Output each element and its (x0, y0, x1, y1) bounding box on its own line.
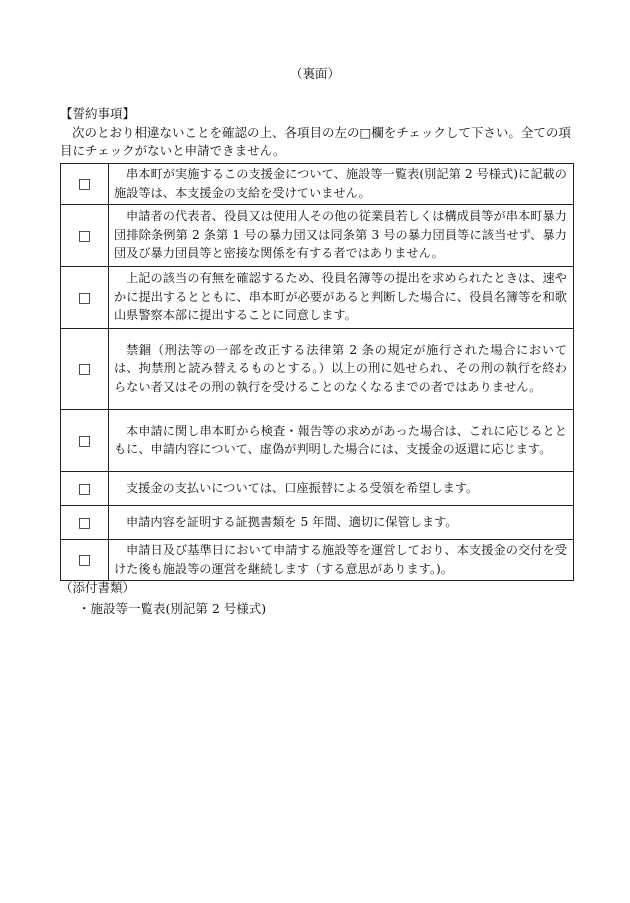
pledge-checkbox[interactable]: □ (61, 506, 109, 540)
section-heading: 【誓約事項】 (60, 106, 136, 121)
page-side-label: （裏面） (289, 66, 340, 81)
pledge-text: 本申請に関し串本町から検査・報告等の求めがあった場合は、これに応じるとともに、申請内容について、虚偽が判明した場合には、支援金の返還に応じます。 (109, 410, 574, 472)
pledge-text: 禁錮（刑法等の一部を改正する法律第 2 条の規定が施行された場合においては、拘禁刑と読み替えるものとする。）以上の刑に処せられ、その刑の執行を終わらない者又はその刑の執行を受けることのなくなるまでの者ではありません。 (109, 329, 574, 410)
pledge-row (61, 205, 574, 267)
pledge-text: 申請者の代表者、役員又は使用人その他の従業員若しくは構成員等が串本町暴力団排除条例第 2 条第 1 号の暴力団又は同条第 3 号の暴力団員等に該当せず、暴力団及び暴力団員等と密接な関係を有する者ではありません。 (109, 205, 574, 267)
pledge-checkbox[interactable]: □ (61, 410, 109, 472)
pledge-row (61, 329, 574, 410)
pledge-checkbox[interactable]: □ (61, 267, 109, 329)
pledge-row (61, 472, 574, 506)
pledge-text: 申請日及び基準日において申請する施設等を運営しており、本支援金の交付を受けた後も施設等の運営を継続します（する意思があります。)。 (109, 540, 574, 581)
intro-paragraph: 次のとおり相違ないことを確認の上、各項目の左の□欄をチェックして下さい。全ての項目にチェックがないと申請できません。 (60, 125, 571, 158)
pledge-checkbox[interactable]: □ (61, 329, 109, 410)
pledge-checkbox[interactable]: □ (61, 540, 109, 581)
pledge-text: 申請内容を証明する証拠書類を 5 年間、適切に保管します。 (109, 506, 574, 540)
pledge-row (61, 267, 574, 329)
pledge-text: 支援金の支払いについては、口座振替による受領を希望します。 (109, 472, 574, 506)
attachments-title: （添付書類） (60, 580, 136, 595)
pledge-table (60, 163, 574, 581)
pledge-checkbox[interactable]: □ (61, 205, 109, 267)
pledge-checkbox[interactable]: □ (61, 472, 109, 506)
pledge-row (61, 164, 574, 205)
pledge-row (61, 540, 574, 581)
pledge-text: 上記の該当の有無を確認するため、役員名簿等の提出を求められたときは、速やかに提出するとともに、串本町が必要があると判断した場合に、役員名簿等を和歌山県警察本部に提出することに同意します。 (109, 267, 574, 329)
pledge-text: 串本町が実施するこの支援金について、施設等一覧表(別記第 2 号様式)に記載の施設等は、本支援金の支給を受けていません。 (109, 164, 574, 205)
pledge-checkbox[interactable]: □ (61, 164, 109, 205)
pledge-row (61, 410, 574, 472)
attachment-item: ・施設等一覧表(別記第 2 号様式) (78, 601, 267, 616)
pledge-row (61, 506, 574, 540)
